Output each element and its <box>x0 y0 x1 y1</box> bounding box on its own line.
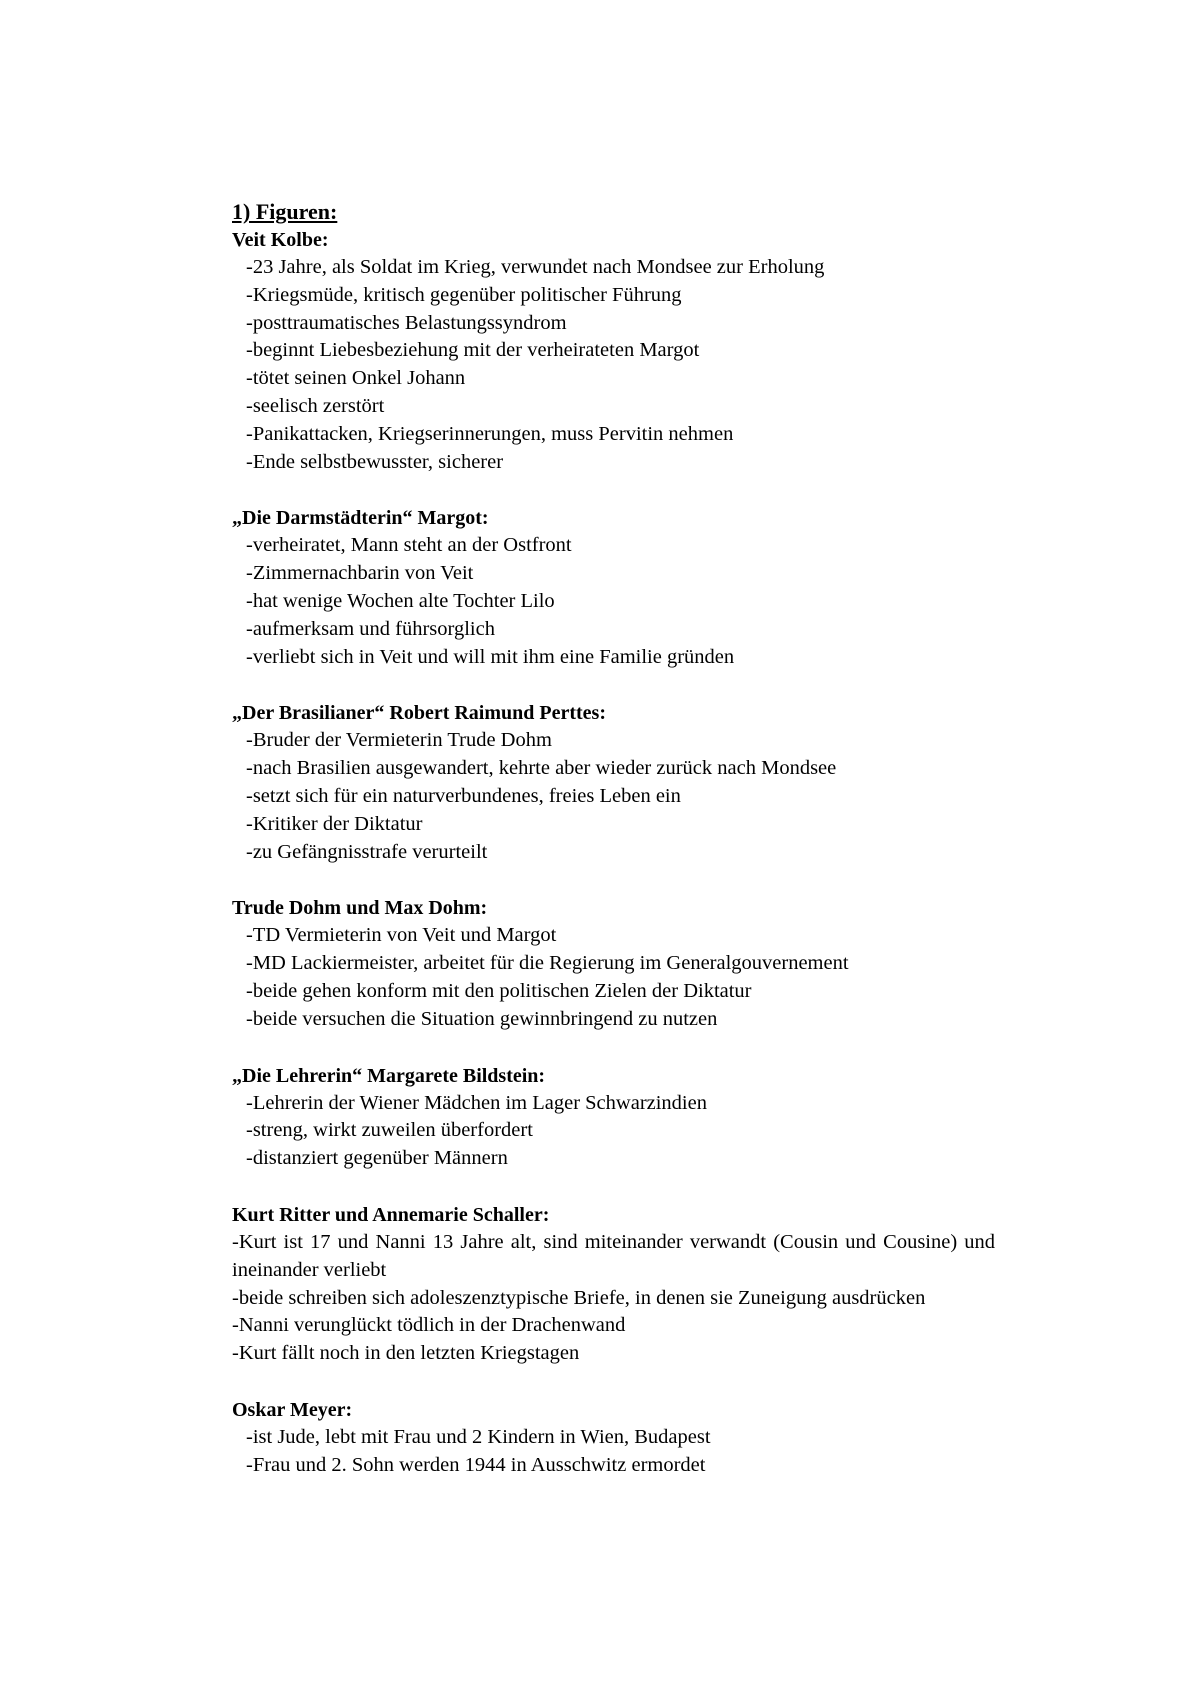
section-line: ineinander verliebt <box>232 1258 387 1281</box>
character-section-oskar <box>232 1396 1102 1480</box>
section-line: -distanziert gegenüber Männern <box>246 1147 508 1170</box>
character-section-margot <box>232 504 1102 671</box>
section-line: -tötet seinen Onkel Johann <box>246 367 466 390</box>
section-line: -Frau und 2. Sohn werden 1944 in Ausschwitz ermordet <box>246 1453 706 1476</box>
section-title: „Der Brasilianer“ Robert Raimund Perttes: <box>232 702 607 725</box>
section-line: -23 Jahre, als Soldat im Krieg, verwundet nach Mondsee zur Erholung <box>246 256 825 278</box>
section-line: -Kurt fällt noch in den letzten Kriegstagen <box>232 1342 580 1365</box>
section-line: -Kritiker der Diktatur <box>246 812 423 835</box>
section-line: -nach Brasilien ausgewandert, kehrte aber wieder zurück nach Mondsee <box>246 757 837 780</box>
character-section-kurt-nanni <box>232 1201 1102 1368</box>
section-line: -Ende selbstbewusster, sicherer <box>246 450 504 473</box>
section-line: -Panikattacken, Kriegserinnerungen, muss Pervitin nehmen <box>246 422 734 445</box>
section-line: -beide schreiben sich adoleszenztypische Briefe, in denen sie Zuneigung ausdrücken <box>232 1286 926 1309</box>
section-line: -zu Gefängnisstrafe verurteilt <box>246 840 488 863</box>
section-title: Oskar Meyer: <box>232 1398 353 1421</box>
section-line: -Nanni verunglückt tödlich in der Drachenwand <box>232 1314 626 1337</box>
section-line: -Bruder der Vermieterin Trude Dohm <box>246 729 552 752</box>
section-line: -beide gehen konform mit den politischen Zielen der Diktatur <box>246 979 752 1002</box>
document-page <box>232 198 1102 1508</box>
section-line: -posttraumatisches Belastungssyndrom <box>246 311 567 334</box>
character-section-perttes <box>232 699 1102 866</box>
section-line: -Kurt ist 17 und Nanni 13 Jahre alt, sind miteinander verwandt (Cousin und Cousine) und <box>232 1230 996 1253</box>
section-line: -seelisch zerstört <box>246 394 385 417</box>
character-section-veit <box>232 226 1102 476</box>
section-line: -ist Jude, lebt mit Frau und 2 Kindern in Wien, Budapest <box>246 1425 711 1448</box>
section-line: -aufmerksam und führsorglich <box>246 617 495 640</box>
section-line: -MD Lackiermeister, arbeitet für die Regierung im Generalgouvernement <box>246 952 849 975</box>
section-line: -Kriegsmüde, kritisch gegenüber politischer Führung <box>246 283 682 306</box>
character-section-dohm <box>232 894 1102 1033</box>
section-line: -setzt sich für ein naturverbundenes, freies Leben ein <box>246 784 681 807</box>
section-line: -verheiratet, Mann steht an der Ostfront <box>246 534 572 557</box>
section-title: Veit Kolbe: <box>232 229 329 251</box>
section-line: -beide versuchen die Situation gewinnbringend zu nutzen <box>246 1007 718 1030</box>
section-line: -verliebt sich in Veit und will mit ihm eine Familie gründen <box>246 645 735 668</box>
section-line: -Zimmernachbarin von Veit <box>246 562 474 585</box>
section-line: -Lehrerin der Wiener Mädchen im Lager Schwarzindien <box>246 1091 707 1114</box>
section-line: -TD Vermieterin von Veit und Margot <box>246 924 557 947</box>
section-title: Kurt Ritter und Annemarie Schaller: <box>232 1203 550 1226</box>
section-line: -streng, wirkt zuweilen überfordert <box>246 1119 533 1142</box>
section-line: -beginnt Liebesbeziehung mit der verheirateten Margot <box>246 339 700 362</box>
section-line: -hat wenige Wochen alte Tochter Lilo <box>246 589 555 612</box>
character-section-bildstein <box>232 1062 1102 1173</box>
section-title: „Die Darmstädterin“ Margot: <box>232 507 489 530</box>
section-title: Trude Dohm und Max Dohm: <box>232 897 488 920</box>
page-heading: 1) Figuren: <box>232 199 338 224</box>
section-title: „Die Lehrerin“ Margarete Bildstein: <box>232 1064 546 1087</box>
